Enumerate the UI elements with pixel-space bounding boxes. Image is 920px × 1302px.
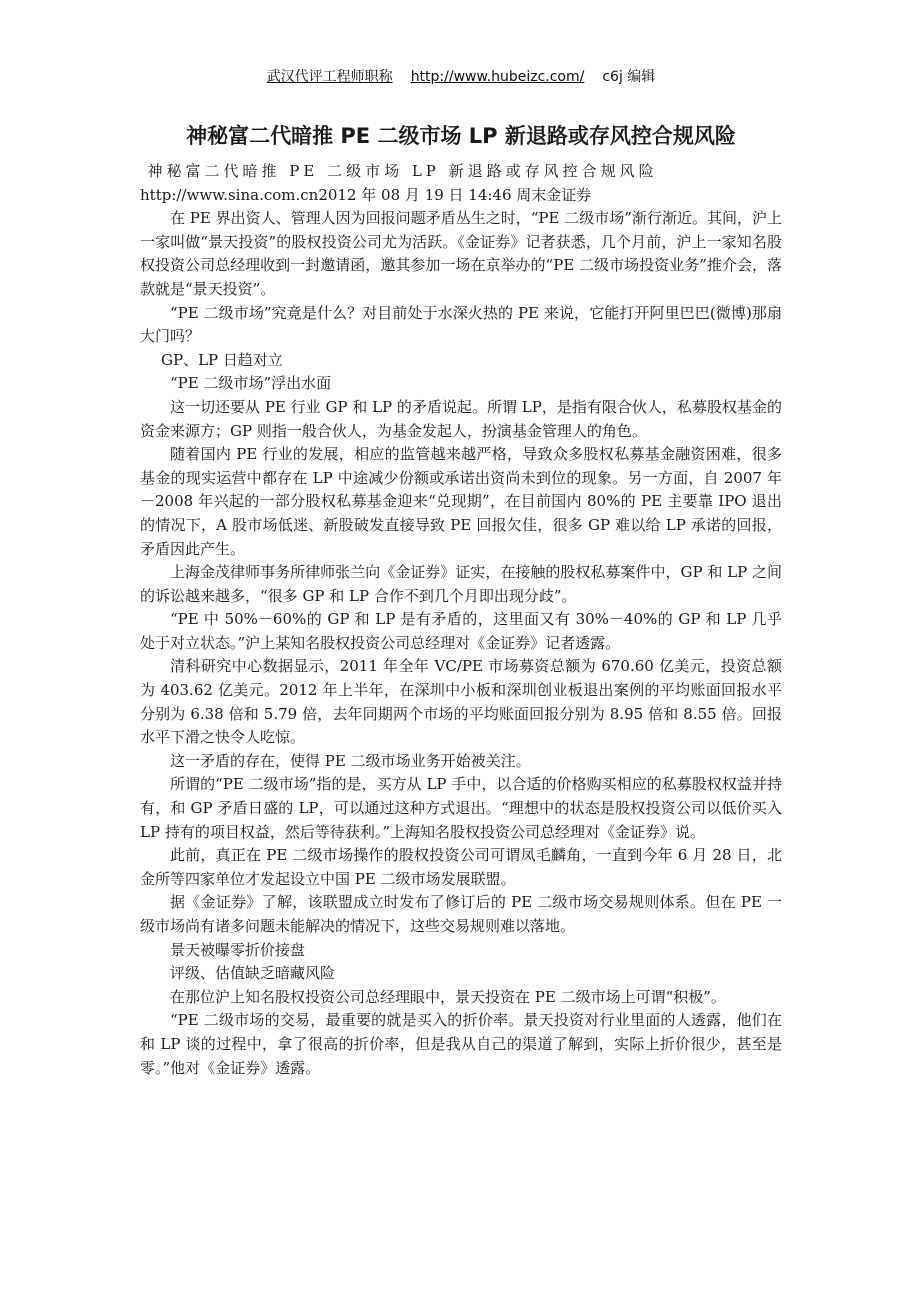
page-header xyxy=(140,66,782,86)
paragraph: “PE 二级市场”究竟是什么？对目前处于水深火热的 PE 来说，它能打开阿里巴巴(微博)那扇大门吗？ xyxy=(140,303,782,346)
paragraph: 上海金茂律师事务所律师张兰向《金证券》证实，在接触的股权私募案件中，GP 和 LP 之间的诉讼越来越多，“很多 GP 和 LP 合作不到几个月即出现分歧”。 xyxy=(140,563,782,605)
editor-note: c6j 编辑 xyxy=(602,69,656,85)
paragraph: 此前，真正在 PE 二级市场操作的股权投资公司可谓凤毛麟角，一直到今年 6 月 28 日，北金所等四家单位才发起设立中国 PE 二级市场发展联盟。 xyxy=(140,846,782,888)
paragraph: 在 PE 界出资人、管理人因为回报问题矛盾丛生之时，“PE 二级市场”渐行渐近。其间，沪上一家叫做“景天投资”的股权投资公司尤为活跃。《金证券》记者获悉，几个月前，沪上一家知名股权投资公司总经理收到一封邀请函，邀其参加一场在京举办的“PE 二级市场投资业务”推介会，落款就是“景天投资”。 xyxy=(140,209,782,298)
subheading: “PE 二级市场”浮出水面 xyxy=(170,374,332,393)
article-body xyxy=(140,160,782,1080)
subheading: 景天被曝零折价接盘 xyxy=(170,940,306,959)
paragraph: “PE 中 50%－60%的 GP 和 LP 是有矛盾的，这里面又有 30%－40%的 GP 和 LP 几乎处于对立状态。”沪上某知名股权投资公司总经理对《金证券》记者透露。 xyxy=(140,610,782,652)
paragraph: 在那位沪上知名股权投资公司总经理眼中，景天投资在 PE 二级市场上可谓“积极”。 xyxy=(170,987,726,1006)
paragraph: 据《金证券》了解，该联盟成立时发布了修订后的 PE 二级市场交易规则体系。但在 PE 一级市场尚有诸多问题未能解决的情况下，这些交易规则难以落地。 xyxy=(140,893,782,935)
paragraph: 这一切还要从 PE 行业 GP 和 LP 的矛盾说起。所谓 LP，是指有限合伙人，私募股权基金的资金来源方；GP 则指一般合伙人，为基金发起人，扮演基金管理人的角色。 xyxy=(140,397,782,440)
paragraph: 这一矛盾的存在，使得 PE 二级市场业务开始被关注。 xyxy=(170,751,531,770)
paragraph: 随着国内 PE 行业的发展，相应的监管越来越严格，导致众多股权私募基金融资困难，很多基金的现实运营中都存在 LP 中途减少份额或承诺出资尚未到位的现象。另一方面，自 2007 年－2008 年兴起的一部分股权私募基金迎来“兑现期”，在目前国内 80%的 PE 主要靠 IPO 退出的情况下，A 股市场低迷、新股破发直接导致 PE 回报欠佳，很多 GP 难以给 LP 承诺的回报，矛盾因此产生。 xyxy=(140,445,782,558)
paragraph: “PE 二级市场的交易，最重要的就是买入的折价率。景天投资对行业里面的人透露，他们在和 LP 谈的过程中，拿了很高的折价率，但是我从自己的渠道了解到，实际上折价很少，甚至是零。”他对《金证券》透露。 xyxy=(140,1011,782,1077)
paragraph: 清科研究中心数据显示，2011 年全年 VC/PE 市场募资总额为 670.60 亿美元，投资总额为 403.62 亿美元。2012 年上半年，在深圳中小板和深圳创业板退出案例的平均账面回报水平分别为 6.38 倍和 5.79 倍，去年同期两个市场的平均账面回报分别为 8.95 倍和 8.55 倍。回报水平下滑之快令人吃惊。 xyxy=(140,657,782,747)
subheading: GP、LP 日趋对立 xyxy=(161,350,283,369)
source-line: http://www.sina.com.cn2012 年 08 月 19 日 14:46 周末金证券 xyxy=(140,185,592,204)
site-url-link[interactable]: http://www.hubeizc.com/ xyxy=(410,69,585,85)
lead-line: 神秘富二代暗推 PE 二级市场 LP 新退路或存风控合规风险 xyxy=(147,162,658,180)
subheading: 评级、估值缺乏暗藏风险 xyxy=(170,964,336,983)
document-page xyxy=(140,0,782,1080)
site-name-link[interactable]: 武汉代评工程师职称 xyxy=(266,69,393,85)
paragraph: 所谓的“PE 二级市场”指的是，买方从 LP 手中，以合适的价格购买相应的私募股权权益并持有，和 GP 矛盾日盛的 LP，可以通过这种方式退出。“理想中的状态是股权投资公司以低价买入 LP 持有的项目权益，然后等待获利。”上海知名股权投资公司总经理对《金证券》说。 xyxy=(140,775,782,841)
article-title: 神秘富二代暗推 PE 二级市场 LP 新退路或存风控合规风险 xyxy=(186,124,736,148)
